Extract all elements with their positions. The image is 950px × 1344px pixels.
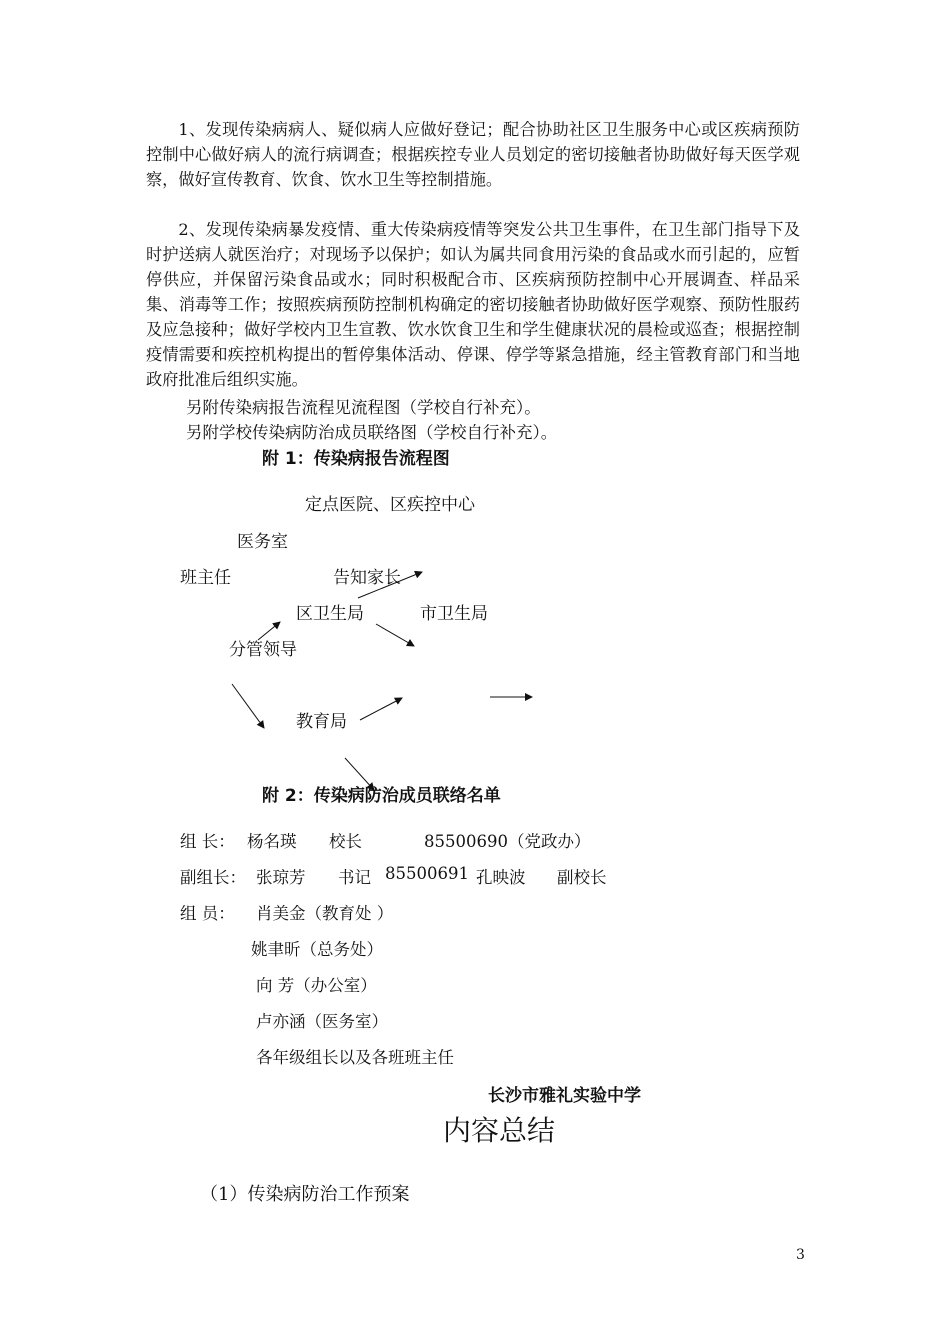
node-district-health: 区卫生局: [296, 604, 364, 624]
note-contact-chart: 另附学校传染病防治成员联络图（学校自行补充）。: [186, 423, 558, 442]
deputy-title-2: 副校长: [557, 868, 607, 887]
members-role: 组 员：: [180, 904, 235, 923]
member-item: 向 芳（办公室）: [256, 976, 377, 995]
arrow-to-district-health: [258, 622, 280, 640]
summary-section: （1）传染病防治工作预案: [200, 1184, 410, 1205]
deputy-name-2: 孔映波: [476, 868, 526, 887]
deputy-phone: 85500691: [385, 864, 469, 883]
summary-title: 内容总结: [443, 1114, 556, 1147]
arrow-to-notify-parents: [358, 572, 422, 598]
school-name: 长沙市雅礼实验中学: [488, 1086, 641, 1106]
member-item: 卢亦涵（医务室）: [256, 1012, 388, 1031]
deputy-role: 副组长：: [180, 868, 246, 887]
paragraph-1: 1、发现传染病病人、疑似病人应做好登记；配合协助社区卫生服务中心或区疾病预防控制中心做好病人的流行病调查；根据疾控专业人员划定的密切接触者协助做好每天医学观察，做好宣传教育、饮食、饮水卫生等控制措施。: [146, 120, 800, 189]
node-class-teacher: 班主任: [180, 568, 231, 588]
note-flowchart: 另附传染病报告流程见流程图（学校自行补充）。: [186, 398, 541, 417]
leader-title: 校长: [329, 832, 362, 851]
leader-role: 组 长：: [180, 832, 235, 851]
node-education-bureau: 教育局: [296, 712, 347, 732]
member-item: 肖美金（教育处 ）: [256, 904, 394, 923]
member-item: 各年级组长以及各班班主任: [256, 1048, 454, 1067]
node-medical-room: 医务室: [237, 532, 288, 552]
arrow-to-city-health: [376, 624, 414, 646]
node-city-health: 市卫生局: [420, 604, 488, 624]
member-item: 姚聿昕（总务处）: [251, 940, 383, 959]
deputy-name: 张琼芳: [256, 868, 306, 887]
node-notify-parents: 告知家长: [333, 568, 401, 588]
node-leader: 分管领导: [229, 640, 297, 660]
arrow-from-education-bureau: [360, 698, 402, 720]
appendix2-title: 附 2：传染病防治成员联络名单: [262, 786, 501, 806]
leader-name: 杨名瑛: [247, 832, 297, 851]
deputy-title: 书记: [338, 868, 371, 887]
node-hospital: 定点医院、区疾控中心: [305, 495, 475, 515]
leader-phone: 85500690（党政办）: [424, 832, 591, 851]
appendix1-title: 附 1：传染病报告流程图: [262, 449, 450, 469]
arrow-to-education-bureau: [232, 684, 264, 728]
paragraph-2: 2、发现传染病暴发疫情、重大传染病疫情等突发公共卫生事件，在卫生部门指导下及时护送病人就医治疗；对现场予以保护；如认为属共同食用污染的食品或水而引起的，应暂停供应，并保留污染食品或水；同时积极配合市、区疾病预防控制中心开展调查、样品采集、消毒等工作；按照疾病预防控制机构确定的密切接触者协助做好医学观察、预防性服药及应急接种；做好学校内卫生宣教、饮水饮食卫生和学生健康状况的晨检或巡查；根据控制疫情需要和疾控机构提出的暂停集体活动、停课、停学等紧急措施，经主管教育部门和当地政府批准后组织实施。: [146, 220, 800, 389]
page-number: 3: [796, 1247, 805, 1263]
